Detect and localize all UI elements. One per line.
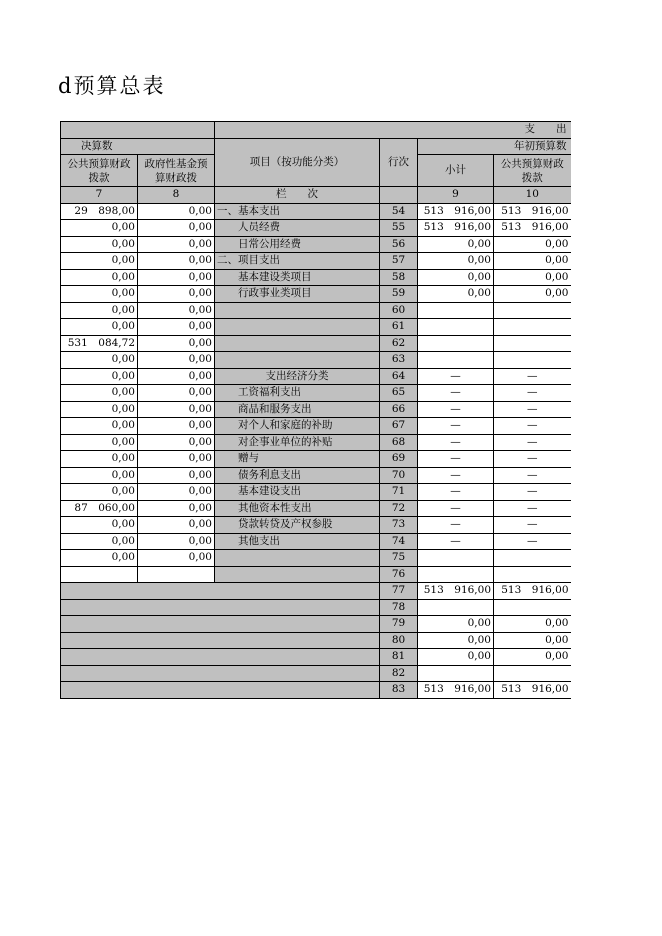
header-item: 项目（按功能分类） xyxy=(215,138,380,187)
cell-col10: 513 916,00 xyxy=(494,203,571,220)
cell-col10: — xyxy=(494,418,571,435)
cell-item: 基本建设支出 xyxy=(215,484,380,501)
cell-line: 69 xyxy=(380,451,418,468)
cell-item xyxy=(215,335,380,352)
cell-line: 67 xyxy=(380,418,418,435)
cell-line: 72 xyxy=(380,500,418,517)
cell-col10: — xyxy=(494,451,571,468)
cell-line: 65 xyxy=(380,385,418,402)
cell-col8: 0,00 xyxy=(138,220,215,237)
cell-col10 xyxy=(494,335,571,352)
table-row xyxy=(61,517,571,534)
summary-label xyxy=(61,599,380,616)
cell-col10: 0,00 xyxy=(494,649,571,666)
cell-col10: 0,00 xyxy=(494,269,571,286)
cell-item: 支出经济分类 xyxy=(215,368,380,385)
cell-col8: 0,00 xyxy=(138,467,215,484)
cell-line: 55 xyxy=(380,220,418,237)
cell-col10: 513 916,00 xyxy=(494,220,571,237)
cell-line: 79 xyxy=(380,616,418,633)
cell-line: 83 xyxy=(380,682,418,699)
cell-col10: — xyxy=(494,385,571,402)
cell-col9 xyxy=(418,335,494,352)
cell-col9: 513 916,00 xyxy=(418,682,494,699)
header-settle-group: 决算数 xyxy=(61,138,215,155)
cell-col9: — xyxy=(418,484,494,501)
table-row xyxy=(61,401,571,418)
cell-col7: 0,00 xyxy=(61,467,138,484)
cell-col8: 0,00 xyxy=(138,484,215,501)
cell-col8: 0,00 xyxy=(138,368,215,385)
cell-col9: — xyxy=(418,368,494,385)
cell-line: 78 xyxy=(380,599,418,616)
cell-col9 xyxy=(418,302,494,319)
cell-line: 66 xyxy=(380,401,418,418)
cell-line: 59 xyxy=(380,286,418,303)
cell-col10: 0,00 xyxy=(494,236,571,253)
cell-col9: — xyxy=(418,401,494,418)
cell-line: 74 xyxy=(380,533,418,550)
header-col9-num: 9 xyxy=(418,187,494,204)
cell-line: 57 xyxy=(380,253,418,270)
cell-col8: 0,00 xyxy=(138,517,215,534)
cell-col7: 0,00 xyxy=(61,253,138,270)
cell-item xyxy=(215,352,380,369)
cell-col8: 0,00 xyxy=(138,319,215,336)
cell-item: 二、项目支出 xyxy=(215,253,380,270)
cell-item: 商品和服务支出 xyxy=(215,401,380,418)
cell-col10 xyxy=(494,566,571,583)
cell-item: 行政事业类项目 xyxy=(215,286,380,303)
cell-line: 61 xyxy=(380,319,418,336)
cell-item: 人员经费 xyxy=(215,220,380,237)
cell-col9: — xyxy=(418,467,494,484)
header-expense: 支 出 xyxy=(215,122,571,139)
cell-col7: 0,00 xyxy=(61,451,138,468)
cell-col9: — xyxy=(418,500,494,517)
summary-row xyxy=(61,665,571,682)
cell-col8 xyxy=(138,566,215,583)
table-row xyxy=(61,451,571,468)
cell-col9 xyxy=(418,550,494,567)
cell-col10 xyxy=(494,302,571,319)
budget-table xyxy=(60,121,571,699)
header-col7-num: 7 xyxy=(61,187,138,204)
summary-row xyxy=(61,649,571,666)
table-row xyxy=(61,368,571,385)
header-left-top xyxy=(61,122,215,139)
table-row xyxy=(61,352,571,369)
table-row xyxy=(61,550,571,567)
cell-col7: 0,00 xyxy=(61,302,138,319)
cell-col9 xyxy=(418,665,494,682)
cell-col9: — xyxy=(418,451,494,468)
cell-col10 xyxy=(494,599,571,616)
table-row xyxy=(61,203,571,220)
cell-item: 债务利息支出 xyxy=(215,467,380,484)
cell-col9 xyxy=(418,566,494,583)
cell-col9: 513 916,00 xyxy=(418,203,494,220)
header-col8: 政府性基金预算财政拨 xyxy=(138,155,215,187)
cell-col7: 0,00 xyxy=(61,352,138,369)
summary-label xyxy=(61,649,380,666)
cell-item: 一、基本支出 xyxy=(215,203,380,220)
header-line-num xyxy=(380,187,418,204)
cell-line: 82 xyxy=(380,665,418,682)
table-row xyxy=(61,286,571,303)
cell-col9: 0,00 xyxy=(418,253,494,270)
table-row xyxy=(61,319,571,336)
cell-col10 xyxy=(494,550,571,567)
cell-col8: 0,00 xyxy=(138,500,215,517)
cell-col10: 0,00 xyxy=(494,616,571,633)
cell-col9: — xyxy=(418,434,494,451)
cell-col8: 0,00 xyxy=(138,302,215,319)
summary-row xyxy=(61,583,571,600)
cell-item xyxy=(215,319,380,336)
cell-item: 日常公用经费 xyxy=(215,236,380,253)
cell-col8: 0,00 xyxy=(138,269,215,286)
cell-line: 54 xyxy=(380,203,418,220)
cell-col9 xyxy=(418,319,494,336)
summary-label xyxy=(61,682,380,699)
header-col10: 公共预算财政拨款 xyxy=(494,155,571,187)
cell-col9: 513 916,00 xyxy=(418,220,494,237)
cell-col7: 0,00 xyxy=(61,319,138,336)
cell-item: 贷款转贷及产权参股 xyxy=(215,517,380,534)
table-row xyxy=(61,484,571,501)
cell-line: 75 xyxy=(380,550,418,567)
summary-label xyxy=(61,665,380,682)
cell-line: 73 xyxy=(380,517,418,534)
cell-col10 xyxy=(494,352,571,369)
cell-col9 xyxy=(418,352,494,369)
cell-item xyxy=(215,550,380,567)
cell-col10: — xyxy=(494,484,571,501)
cell-item: 对个人和家庭的补助 xyxy=(215,418,380,435)
cell-col10: — xyxy=(494,467,571,484)
table-row xyxy=(61,500,571,517)
cell-col7: 0,00 xyxy=(61,368,138,385)
cell-col9 xyxy=(418,599,494,616)
header-row-4 xyxy=(61,187,571,204)
cell-col9: — xyxy=(418,533,494,550)
cell-col7 xyxy=(61,566,138,583)
cell-col10: 0,00 xyxy=(494,253,571,270)
header-item-num: 栏 次 xyxy=(215,187,380,204)
cell-line: 71 xyxy=(380,484,418,501)
table-row xyxy=(61,418,571,435)
header-budget-group: 年初预算数 xyxy=(418,138,571,155)
cell-item: 对企事业单位的补贴 xyxy=(215,434,380,451)
table-row xyxy=(61,269,571,286)
header-col10-num: 10 xyxy=(494,187,571,204)
cell-line: 81 xyxy=(380,649,418,666)
cell-col7: 0,00 xyxy=(61,533,138,550)
cell-line: 62 xyxy=(380,335,418,352)
cell-item xyxy=(215,302,380,319)
cell-col10: 513 916,00 xyxy=(494,583,571,600)
cell-item: 赠与 xyxy=(215,451,380,468)
cell-col7: 0,00 xyxy=(61,286,138,303)
summary-row xyxy=(61,632,571,649)
cell-col9: 513 916,00 xyxy=(418,583,494,600)
cell-col9: 0,00 xyxy=(418,269,494,286)
cell-col10: 513 916,00 xyxy=(494,682,571,699)
cell-line: 70 xyxy=(380,467,418,484)
cell-col8: 0,00 xyxy=(138,335,215,352)
table-row xyxy=(61,220,571,237)
cell-item: 基本建设类项目 xyxy=(215,269,380,286)
cell-col10: — xyxy=(494,401,571,418)
cell-item xyxy=(215,566,380,583)
cell-col8: 0,00 xyxy=(138,550,215,567)
summary-row xyxy=(61,682,571,699)
cell-col7: 0,00 xyxy=(61,550,138,567)
cell-col10: — xyxy=(494,434,571,451)
cell-col9: 0,00 xyxy=(418,616,494,633)
cell-line: 77 xyxy=(380,583,418,600)
cell-col9: 0,00 xyxy=(418,649,494,666)
cell-item: 工资福利支出 xyxy=(215,385,380,402)
table-row xyxy=(61,566,571,583)
header-col7: 公共预算财政拨款 xyxy=(61,155,138,187)
summary-label xyxy=(61,616,380,633)
header-line: 行次 xyxy=(380,138,418,187)
cell-col7: 0,00 xyxy=(61,401,138,418)
cell-col7: 0,00 xyxy=(61,484,138,501)
cell-line: 60 xyxy=(380,302,418,319)
cell-line: 80 xyxy=(380,632,418,649)
cell-col9: — xyxy=(418,385,494,402)
header-col8-num: 8 xyxy=(138,187,215,204)
summary-row xyxy=(61,599,571,616)
header-row-1 xyxy=(61,122,571,139)
summary-label xyxy=(61,583,380,600)
table-row xyxy=(61,236,571,253)
cell-col8: 0,00 xyxy=(138,451,215,468)
summary-label xyxy=(61,632,380,649)
cell-col8: 0,00 xyxy=(138,352,215,369)
cell-col8: 0,00 xyxy=(138,533,215,550)
header-subtotal: 小计 xyxy=(418,155,494,187)
cell-col7: 531 084,72 xyxy=(61,335,138,352)
cell-col10 xyxy=(494,319,571,336)
cell-col7: 87 060,00 xyxy=(61,500,138,517)
table-row xyxy=(61,467,571,484)
cell-col7: 0,00 xyxy=(61,220,138,237)
cell-col9: 0,00 xyxy=(418,286,494,303)
cell-col9: — xyxy=(418,517,494,534)
cell-col7: 0,00 xyxy=(61,517,138,534)
cell-col8: 0,00 xyxy=(138,286,215,303)
cell-line: 68 xyxy=(380,434,418,451)
cell-item: 其他支出 xyxy=(215,533,380,550)
cell-line: 58 xyxy=(380,269,418,286)
page-title: d预算总表 xyxy=(58,74,166,98)
cell-col8: 0,00 xyxy=(138,236,215,253)
cell-line: 64 xyxy=(380,368,418,385)
table-row xyxy=(61,253,571,270)
cell-col10: — xyxy=(494,517,571,534)
cell-col9: 0,00 xyxy=(418,632,494,649)
table-row xyxy=(61,434,571,451)
cell-col10: — xyxy=(494,368,571,385)
cell-col7: 0,00 xyxy=(61,418,138,435)
cell-item: 其他资本性支出 xyxy=(215,500,380,517)
cell-col7: 0,00 xyxy=(61,434,138,451)
cell-col10: 0,00 xyxy=(494,286,571,303)
cell-col10: 0,00 xyxy=(494,632,571,649)
cell-col8: 0,00 xyxy=(138,253,215,270)
cell-col8: 0,00 xyxy=(138,203,215,220)
cell-col7: 0,00 xyxy=(61,269,138,286)
cell-col9: — xyxy=(418,418,494,435)
table-row xyxy=(61,385,571,402)
cell-col8: 0,00 xyxy=(138,401,215,418)
table-row xyxy=(61,302,571,319)
cell-col8: 0,00 xyxy=(138,385,215,402)
table-row xyxy=(61,533,571,550)
cell-col10: — xyxy=(494,533,571,550)
cell-col7: 29 898,00 xyxy=(61,203,138,220)
table-row xyxy=(61,335,571,352)
header-row-2 xyxy=(61,138,571,155)
cell-col7: 0,00 xyxy=(61,385,138,402)
summary-row xyxy=(61,616,571,633)
cell-col8: 0,00 xyxy=(138,418,215,435)
cell-line: 56 xyxy=(380,236,418,253)
cell-col10 xyxy=(494,665,571,682)
cell-col9: 0,00 xyxy=(418,236,494,253)
cell-line: 76 xyxy=(380,566,418,583)
cell-col10: — xyxy=(494,500,571,517)
cell-col7: 0,00 xyxy=(61,236,138,253)
cell-col8: 0,00 xyxy=(138,434,215,451)
cell-line: 63 xyxy=(380,352,418,369)
